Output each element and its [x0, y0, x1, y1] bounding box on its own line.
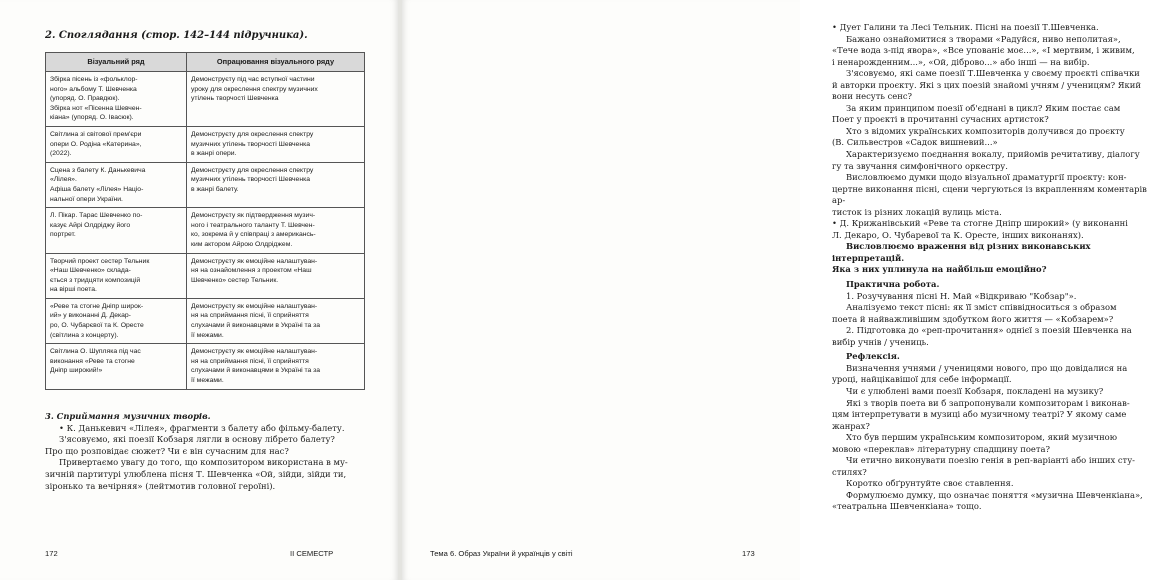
page-number-left: 172 — [45, 549, 58, 558]
paragraph-line: Характеризуємо поєднання вокалу, прийомів речитативу, діалогу — [846, 149, 1140, 160]
visual-item-cell: Світлина зі світової прем'єри опери О. Родіна «Катерина», (2022). — [46, 126, 187, 162]
table-header-cell: Опрацювання візуального ряду — [187, 53, 365, 72]
table-row — [46, 253, 365, 298]
visual-item-cell: Світлина О. Шупляка під час виконання «Реве та стогне Дніпр широкий!» — [46, 344, 187, 389]
paragraph-line: Визначення учнями / ученицями нового, про що довідалися на — [846, 362, 1128, 373]
practice-heading: Практична робота. — [846, 279, 940, 290]
paragraph-line: й авторки проєкту. Які з цих поезій знайомі учням / ученицям? Який — [832, 79, 1141, 90]
right-page — [402, 0, 1147, 580]
running-head-right: Тема 6. Образ України й українців у світі — [430, 549, 573, 558]
paragraph-line: • Дует Галини та Лесі Тельник. Пісні на поезії Т.Шевченка. — [832, 22, 1099, 32]
paragraph-line: • К. Данькевич «Лілея», фрагменти з балету або фільму-балету. — [59, 422, 345, 433]
paragraph-line: Висловлюємо враження від різних виконавських інтерпретацій. — [832, 241, 1091, 263]
table-row — [46, 344, 365, 389]
table-row — [46, 162, 365, 207]
processing-cell: Демонструєту під час вступної частини уроку для окреслення спектру музичних утілень творчості Шевченка — [187, 72, 365, 127]
table-header-row — [46, 53, 365, 72]
table-header-cell: Візуальний ряд — [46, 53, 187, 72]
paragraph-line: Поет у проєкті в прочитанні сучасних артисток? — [832, 114, 1049, 125]
paragraph-line: «театральна Шевченкіана» тощо. — [832, 501, 982, 512]
paragraph-line: Коротко обґрунтуйте своє ставлення. — [846, 478, 1014, 489]
paragraph-line: Яка з них уплинула на найбільш емоційно? — [832, 264, 1047, 275]
paragraph-line: уроці, найцікавішої для себе інформації. — [832, 374, 1012, 385]
processing-cell: Демонструєту для окреслення спектру музичних утілень творчості Шевченка в жанрі опери. — [187, 126, 365, 162]
paragraph-line: Аналізуємо текст пісні: як її зміст співвідноситься з образом — [846, 302, 1117, 313]
left-page — [0, 0, 398, 580]
processing-cell: Демонструєту для окреслення спектру музичних утілень творчості Шевченка в жанрі балету. — [187, 162, 365, 207]
paragraph-line: Л. Декаро, О. Чубаревої та К. Оресте, інших виконанях). — [832, 229, 1084, 240]
processing-cell: Демонструєту як підтвердження музич- ного і театрального таланту Т. Шевчен- ко, зокрема й у співпраці з американсь- ким актором Айрою Олдріджем. — [187, 208, 365, 253]
paragraph-line: Які з творів поета ви б запропонували композиторам і виконав- — [846, 397, 1130, 408]
table-row — [46, 298, 365, 343]
running-head-left: ІІ СЕМЕСТР — [290, 549, 334, 558]
paragraph-line: (В. Сильвестров «Садок вишневий...» — [832, 137, 998, 148]
paragraph-line: вони несуть сенс? — [832, 91, 913, 102]
paragraph-line: За яким принципом поезії об'єднані в цикл? Яким постає сам — [846, 102, 1121, 113]
paragraph-line: Привертаємо увагу до того, що композитором використана в му- — [59, 457, 348, 468]
left-body-text — [45, 411, 370, 492]
paragraph-line: Хто був першим українським композитором, який музичною — [846, 432, 1117, 443]
paragraph-line: 2. Підготовка до «реп-прочитання» однієї з поезій Шевченка на — [846, 325, 1132, 336]
visual-item-cell: «Реве та стогне Дніпр широк- ий» у виконанні Д. Декар- ро, О. Чубарєвої та К. Оресте (світлина з концерту). — [46, 298, 187, 343]
table-row — [46, 126, 365, 162]
visual-table — [45, 52, 365, 390]
processing-cell: Демонструєту як емоційне налаштуван- ня на сприймання пісні, її сприйняття слухачами й виконавцями в Україні та за її межами. — [187, 344, 365, 389]
visual-item-cell: Л. Пікар. Тарас Шевченко по- казує Айрі Олдріджу його портрет. — [46, 208, 187, 253]
reflection-heading: Рефлексія. — [846, 351, 900, 362]
visual-item-cell: Збірка пісень із «фольклор- ного» альбому Т. Шевченка (упоряд. О. Правдюк). Збірка нот «Пісенна Шевчен- кіана» (упоряд. О. Івасюк). — [46, 72, 187, 127]
paragraph-line: Хто з відомих українських композиторів долучився до проєкту — [846, 125, 1125, 136]
visual-item-cell: Творчий проект сестер Тельник «Наш Шевченко» склада- ється з тридцяти композицій на вірші поета. — [46, 253, 187, 298]
paragraph-line: «Тече вода з-під явора», «Все упованіє моє...», «І мертвим, і живим, — [832, 45, 1135, 56]
table-row — [46, 72, 365, 127]
paragraph-line: Бажано ознайомитися з творами «Радуйся, ниво неполитая», — [846, 33, 1121, 44]
paragraph-line: поета й найважливішим здобутком його життя — «Кобзарем»? — [832, 313, 1114, 324]
paragraph-line: вибір учнів / учениць. — [832, 336, 929, 347]
paragraph-line: зичній партитурі улюблена пісня Т. Шевченка «Ой, зійди, зійди ти, — [45, 468, 347, 479]
paragraph-line: З'ясовуємо, які саме поезії Т.Шевченка у своєму проєкті співачки — [846, 68, 1140, 79]
processing-cell: Демонструєту як емоційне налаштуван- ня на сприймання пісні, її сприйняття слухачами й виконавцями в Україні та за її межами. — [187, 298, 365, 343]
paragraph-line: • Д. Крижанівський «Реве та стогне Дніпр широкий» (у виконанні — [832, 218, 1128, 229]
paragraph-line: 1. Розучування пісні Н. Май «Відкриваю "Кобзар"». — [846, 290, 1077, 301]
table-row — [46, 208, 365, 253]
paragraph-line: гу та звучання симфонічного оркестру. — [832, 160, 1008, 171]
paragraph-line: Про що розповідає сюжет? Чи є він сучасним для нас? — [45, 445, 289, 456]
section-title: 2. Споглядання (стор. 142–144 підручника). — [45, 30, 308, 41]
page-number-right: 173 — [742, 549, 755, 558]
paragraph-line: Чи етично виконувати поезію генія в реп-варіанті або інших сту- — [846, 455, 1135, 466]
paragraph-line: цям інтерпретувати в музиці або музичному театрі? У якому саме — [832, 409, 1127, 420]
paragraph-line: і ненарожденним...», «Ой, діброво...» або інші — на вибір. — [832, 56, 1090, 67]
paragraph-line: Висловлюємо думки щодо візуальної драматургії проєкту: кон- — [846, 172, 1127, 183]
paragraph-line: жанрах? — [832, 420, 870, 431]
subsection-title: 3. Сприймання музичних творів. — [45, 411, 211, 421]
right-body-text — [832, 22, 1160, 513]
paragraph-line: стилях? — [832, 466, 867, 477]
visual-item-cell: Сцена з балету К. Данькевича «Лілея». Афіша балету «Лілея» Націо- нальної опери України. — [46, 162, 187, 207]
paragraph-line: зіронько та вечірняя» (лейтмотив головної героїні). — [45, 480, 276, 491]
paragraph-line: мовою «переклав» літературну спадщину поета? — [832, 443, 1050, 454]
paragraph-line: цертне виконання пісні, сцени чергуються із вкрапленням коментарів ар- — [832, 183, 1147, 206]
paragraph-line: З'ясовуємо, які поезії Кобзаря лягли в основу лібрето балету? — [59, 434, 335, 445]
paragraph-line: Формулюємо думку, що означає поняття «музична Шевченкіана», — [846, 489, 1143, 500]
processing-cell: Демонструєту як емоційне налаштуван- ня на ознайомлення з проектом «Наш Шевченко» сестер Тельник. — [187, 253, 365, 298]
paragraph-line: Чи є улюблені вами поезії Кобзаря, покладені на музику? — [846, 385, 1104, 396]
paragraph-line: тисток із різних локацій вулиць міста. — [832, 206, 1002, 217]
